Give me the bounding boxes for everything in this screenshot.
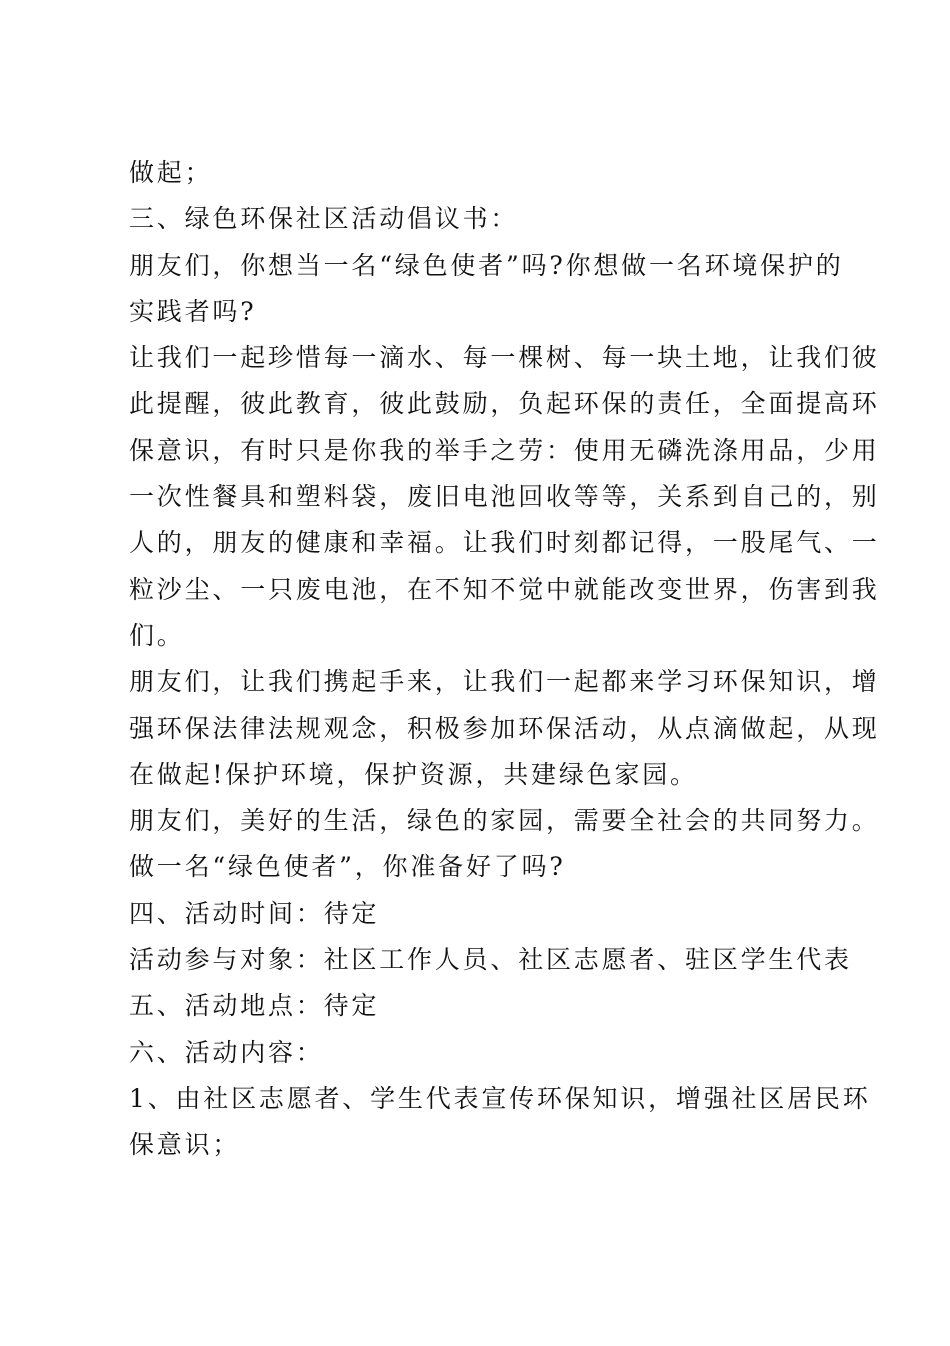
section-heading: 五、活动地点：待定 — [129, 991, 380, 1021]
text-line: 活动参与对象：社区工作人员、社区志愿者、驻区学生代表 — [129, 945, 852, 975]
document-body — [129, 150, 880, 1169]
text-line: 一次性餐具和塑料袋，废旧电池回收等等，关系到自己的，别 — [129, 482, 880, 512]
text-line: 朋友们，你想当一名“绿色使者”吗?你想做一名环境保护的 — [129, 250, 844, 280]
text-line: 在做起!保护环境，保护资源，共建绿色家园。 — [129, 759, 698, 789]
text-line: 做起； — [129, 158, 213, 187]
text-line: 保意识，有时只是你我的举手之劳：使用无磷洗涤用品，少用 — [129, 435, 880, 465]
text-line: 强环保法律法规观念，积极参加环保活动，从点滴做起，从现 — [129, 713, 880, 743]
text-line: 粒沙尘、一只废电池，在不知不觉中就能改变世界，伤害到我 — [129, 574, 880, 604]
section-heading: 六、活动内容： — [129, 1037, 324, 1067]
text-line: 此提醒，彼此教育，彼此鼓励，负起环保的责任，全面提高环 — [129, 389, 880, 419]
text-line: 实践者吗? — [129, 296, 257, 326]
text-line: 保意识； — [129, 1130, 241, 1160]
text-line: 朋友们，让我们携起手来，让我们一起都来学习环保知识，增 — [129, 667, 880, 697]
section-heading: 四、活动时间：待定 — [129, 898, 380, 928]
text-line: 做一名“绿色使者”，你准备好了吗? — [129, 852, 566, 882]
text-line: 们。 — [129, 620, 185, 650]
section-heading: 三、绿色环保社区活动倡议书： — [129, 204, 519, 234]
text-line: 1、由社区志愿者、学生代表宣传环保知识，增强社区居民环 — [129, 1083, 871, 1113]
text-line: 人的，朋友的健康和幸福。让我们时刻都记得，一股尾气、一 — [129, 528, 880, 558]
text-line: 朋友们，美好的生活，绿色的家园，需要全社会的共同努力。 — [129, 806, 880, 836]
text-line: 让我们一起珍惜每一滴水、每一棵树、每一块土地，让我们彼 — [129, 343, 880, 373]
